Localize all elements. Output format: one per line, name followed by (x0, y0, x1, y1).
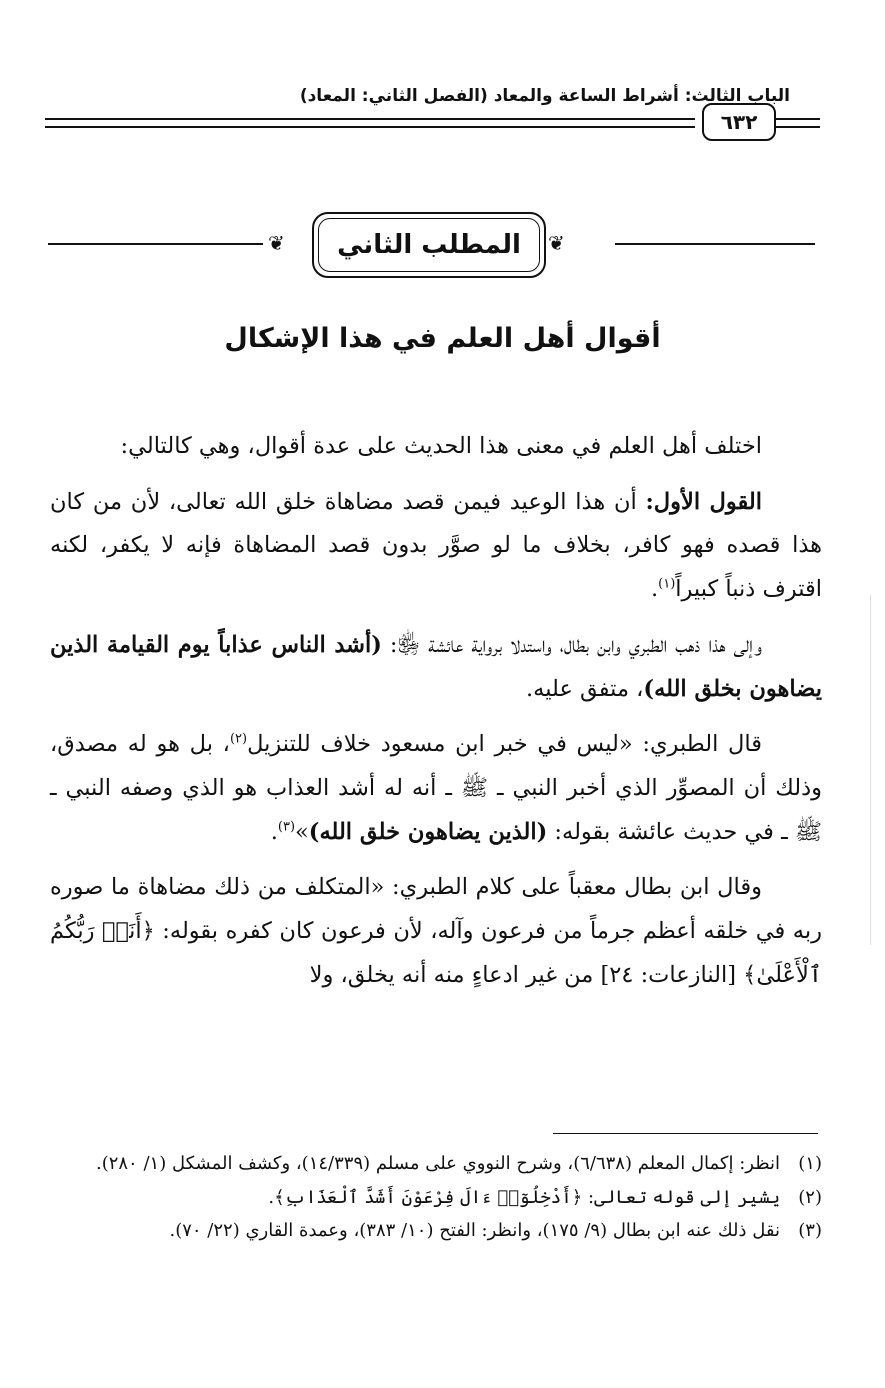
header-rule-short (775, 118, 820, 128)
running-head: الباب الثالث: أشراط الساعة والمعاد (الفصل الثاني: المعاد) (299, 86, 790, 106)
footnote-separator (553, 1133, 818, 1134)
footnote-ref: (١) (658, 576, 676, 592)
footnote-text: نقل ذلك عنه ابن بطال (٩/ ١٧٥)، وانظر: الفتح (١٠/ ٣٨٣)، وعمدة القاري (٢٢/ ٧٠). (169, 1220, 780, 1241)
floral-ornament-icon: ❦ (548, 231, 565, 255)
text-span: ، بل هو له مصدق، وذلك أن المصوِّر الذي أخبر النبي ـ ﷺ ـ أنه له أشد العذاب هو الذي وصفه النبي ـ ﷺ ـ في حديث عائشة بقوله: (50, 731, 822, 845)
footnote-text: يشير إلى قوله تعالى: ﴿أَدْخِلُوٓا۟ ءَالَ فِرْعَوْنَ أَشَدَّ ٱلْعَذَابِ﴾. (268, 1186, 780, 1208)
footnote-ref: (٢) (229, 731, 248, 747)
footnote-text: انظر: إكمال المعلم (٦/٦٣٨)، وشرح النووي على مسلم (١٤/٣٣٩)، وكشف المشكل (١/ ٢٨٠). (95, 1153, 780, 1174)
paragraph (50, 481, 822, 612)
footnote (50, 1148, 822, 1180)
text-span: وإلى هذا ذهب الطبري وابن بطال، واستدلا برواية عائشة ﵂: (381, 631, 762, 658)
footnotes (50, 1148, 822, 1249)
bold-label: القول الأول: (645, 488, 762, 515)
footnote (50, 1215, 822, 1247)
footnote-number: (٣) (798, 1220, 822, 1241)
text-span: . (650, 576, 659, 603)
body-text (50, 425, 822, 1009)
paragraph (50, 624, 822, 711)
paragraph (50, 723, 822, 854)
section-title: المطلب الثاني (318, 218, 540, 272)
paragraph: اختلف أهل العلم في معنى هذا الحديث على عدة أقوال، وهي كالتالي: (120, 433, 762, 459)
footnote (50, 1182, 822, 1214)
section-line-left (48, 243, 263, 245)
footnote-number: (١) (798, 1153, 822, 1174)
text-span: قال الطبري: «ليس في خبر ابن مسعود خلاف للتنزيل (247, 731, 762, 758)
text-span: أن هذا الوعيد فيمن قصد مضاهاة خلق الله تعالى، لأن من كان هذا قصده فهو كافر، بخلاف ما لو صوَّر بدون قصد المضاهاة فإنه لا يكفر، لكنه اقترف ذنباً كبيراً (50, 488, 822, 603)
text-span: » (295, 818, 309, 845)
footnote-number: (٢) (798, 1186, 822, 1208)
paragraph: وقال ابن بطال معقباً على كلام الطبري: «المتكلف من ذلك مضاهاة ما صوره ربه في خلقه أعظم جرماً من فرعون وآله، لأن فرعون كان كفره بقوله: ﴿أَنَا۠ رَبُّكُمُ ٱلْأَعْلَىٰ﴾ [النازعات: ٢٤] من غير ادعاءٍ منه أنه يخلق، ولا (50, 874, 822, 988)
hadith-quote: (أشد الناس عذاباً يوم القيامة الذين يضاهون بخلق الله) (50, 631, 822, 702)
section-line-right (615, 243, 815, 245)
text-span: . (270, 818, 278, 845)
floral-ornament-icon: ❦ (268, 231, 285, 255)
hadith-quote: (الذين يضاهون خلق الله) (308, 818, 548, 845)
footnote-ref: (٣) (277, 819, 296, 835)
header-rule (45, 118, 695, 128)
page-number: ٦٣٢ (702, 103, 776, 141)
text-span: ، متفق عليه. (525, 675, 644, 702)
section-title-frame (312, 212, 546, 278)
page-heading: أقوال أهل العلم في هذا الإشكال (224, 323, 661, 354)
scan-edge-line (870, 595, 871, 945)
